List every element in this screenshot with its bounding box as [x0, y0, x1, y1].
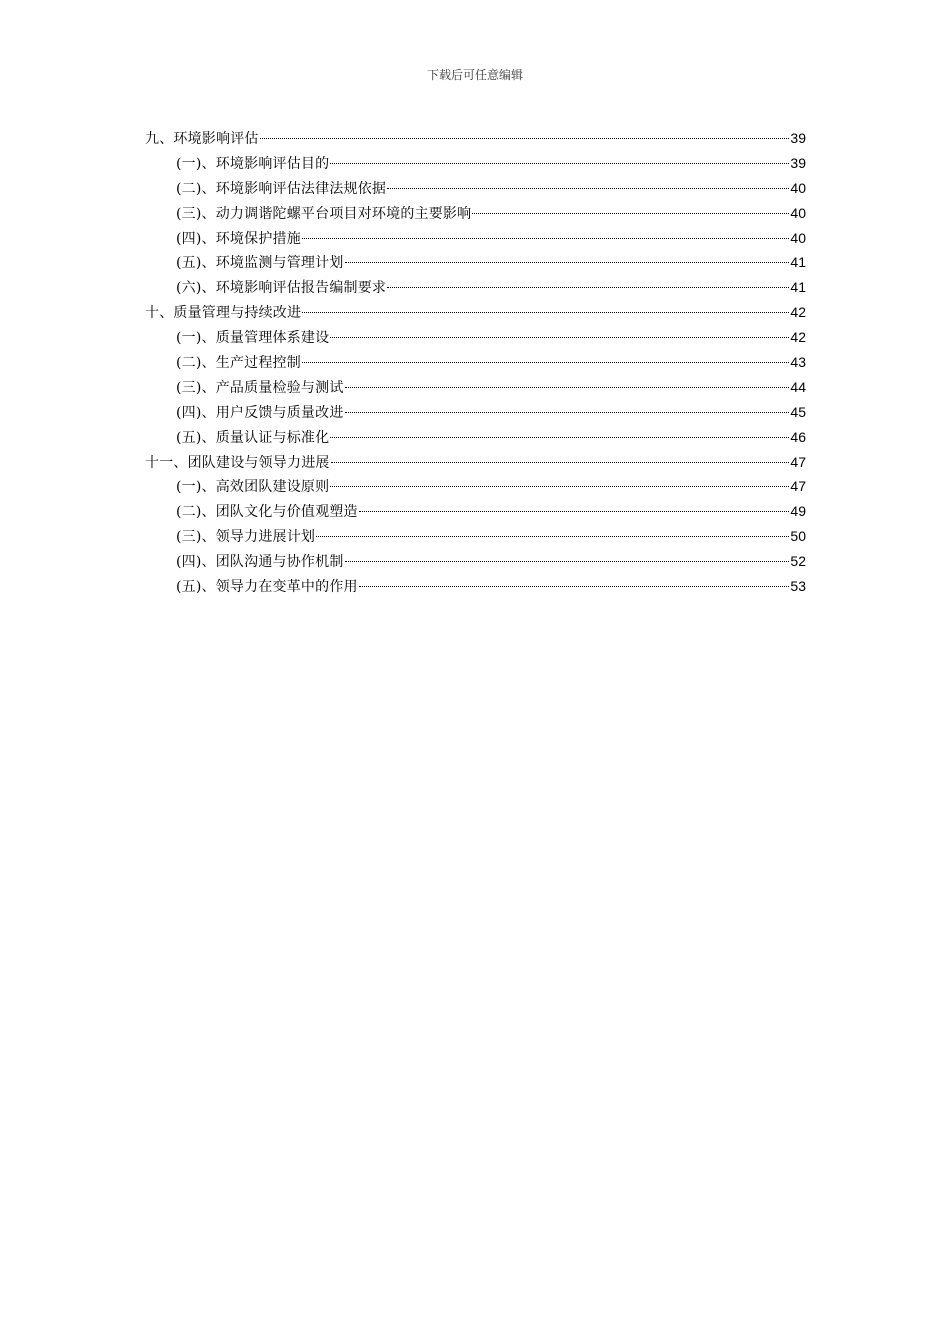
toc-page-number: 49: [790, 503, 806, 520]
toc-entry-title: (一)、质量管理体系建设: [176, 330, 330, 347]
toc-section-entry[interactable]: [145, 201, 806, 226]
toc-page-number: 47: [790, 478, 806, 495]
toc-page-number: 46: [790, 428, 806, 445]
toc-section-entry[interactable]: [145, 474, 806, 499]
toc-entry-title: (一)、高效团队建设原则: [176, 479, 330, 496]
toc-dot-leader: [345, 412, 790, 413]
toc-section-entry[interactable]: [145, 400, 806, 425]
toc-entry-title: (四)、用户反馈与质量改进: [176, 404, 344, 421]
toc-dot-leader: [345, 387, 790, 388]
toc-entry-title: (四)、团队沟通与协作机制: [176, 554, 344, 571]
toc-entry-title: (五)、质量认证与标准化: [176, 429, 330, 446]
toc-dot-leader: [260, 138, 790, 139]
toc-section-entry[interactable]: [145, 151, 806, 176]
toc-dot-leader: [387, 188, 789, 189]
toc-entry-title: 十一、团队建设与领导力进展: [145, 454, 330, 471]
toc-page-number: 40: [790, 204, 806, 221]
toc-section-entry[interactable]: [145, 499, 806, 524]
toc-entry-title: (三)、动力调谐陀螺平台项目对环境的主要影响: [176, 205, 472, 222]
toc-dot-leader: [359, 511, 790, 512]
toc-section-entry[interactable]: [145, 325, 806, 350]
toc-entry-title: (四)、环境保护措施: [176, 230, 301, 247]
table-of-contents: [145, 126, 806, 599]
toc-section-entry[interactable]: [145, 226, 806, 251]
toc-dot-leader: [330, 163, 789, 164]
toc-page-number: 50: [790, 528, 806, 545]
toc-dot-leader: [302, 238, 789, 239]
toc-page-number: 52: [790, 553, 806, 570]
toc-entry-title: (六)、环境影响评估报告编制要求: [176, 280, 387, 297]
toc-page-number: 53: [790, 578, 806, 595]
toc-dot-leader: [302, 312, 789, 313]
toc-section-entry[interactable]: [145, 574, 806, 599]
toc-page-number: 39: [790, 130, 806, 146]
toc-dot-leader: [331, 462, 790, 463]
page-header: 下载后可任意编辑: [426, 68, 523, 82]
toc-page-number: 40: [790, 179, 806, 196]
toc-entry-title: (五)、环境监测与管理计划: [176, 255, 344, 272]
toc-entry-title: (三)、产品质量检验与测试: [176, 379, 344, 396]
toc-dot-leader: [472, 213, 789, 214]
toc-page-number: 40: [790, 229, 806, 246]
toc-entry-title: (三)、领导力进展计划: [176, 529, 316, 546]
toc-page-number: 47: [790, 453, 806, 470]
toc-dot-leader: [330, 437, 789, 438]
toc-page-number: 42: [790, 304, 806, 321]
toc-entry-title: (二)、环境影响评估法律法规依据: [176, 180, 387, 197]
toc-page-number: 45: [790, 403, 806, 420]
toc-entry-title: (二)、生产过程控制: [176, 355, 301, 372]
toc-dot-leader: [330, 486, 789, 487]
toc-section-entry[interactable]: [145, 425, 806, 450]
toc-entry-title: (二)、团队文化与价值观塑造: [176, 504, 358, 521]
toc-dot-leader: [345, 561, 790, 562]
toc-chapter-entry[interactable]: [145, 300, 806, 325]
toc-page-number: 42: [790, 329, 806, 346]
toc-dot-leader: [330, 337, 789, 338]
toc-section-entry[interactable]: [145, 176, 806, 201]
toc-dot-leader: [359, 586, 790, 587]
toc-section-entry[interactable]: [145, 375, 806, 400]
toc-entry-title: (五)、领导力在变革中的作用: [176, 579, 358, 596]
toc-section-entry[interactable]: [145, 350, 806, 375]
toc-entry-title: (一)、环境影响评估目的: [176, 155, 330, 172]
toc-section-entry[interactable]: [145, 275, 806, 300]
toc-chapter-entry[interactable]: [145, 126, 806, 151]
toc-page-number: 43: [790, 354, 806, 371]
toc-section-entry[interactable]: [145, 549, 806, 574]
toc-chapter-entry[interactable]: [145, 450, 806, 475]
toc-section-entry[interactable]: [145, 250, 806, 275]
toc-dot-leader: [316, 536, 789, 537]
toc-dot-leader: [302, 362, 789, 363]
toc-section-entry[interactable]: [145, 524, 806, 549]
toc-page-number: 39: [790, 154, 806, 171]
toc-page-number: 41: [790, 279, 806, 296]
toc-page-number: 41: [790, 254, 806, 271]
toc-dot-leader: [345, 262, 790, 263]
toc-entry-title: 九、环境影响评估: [145, 131, 259, 147]
toc-page-number: 44: [790, 378, 806, 395]
toc-dot-leader: [387, 287, 789, 288]
toc-entry-title: 十、质量管理与持续改进: [145, 305, 302, 322]
